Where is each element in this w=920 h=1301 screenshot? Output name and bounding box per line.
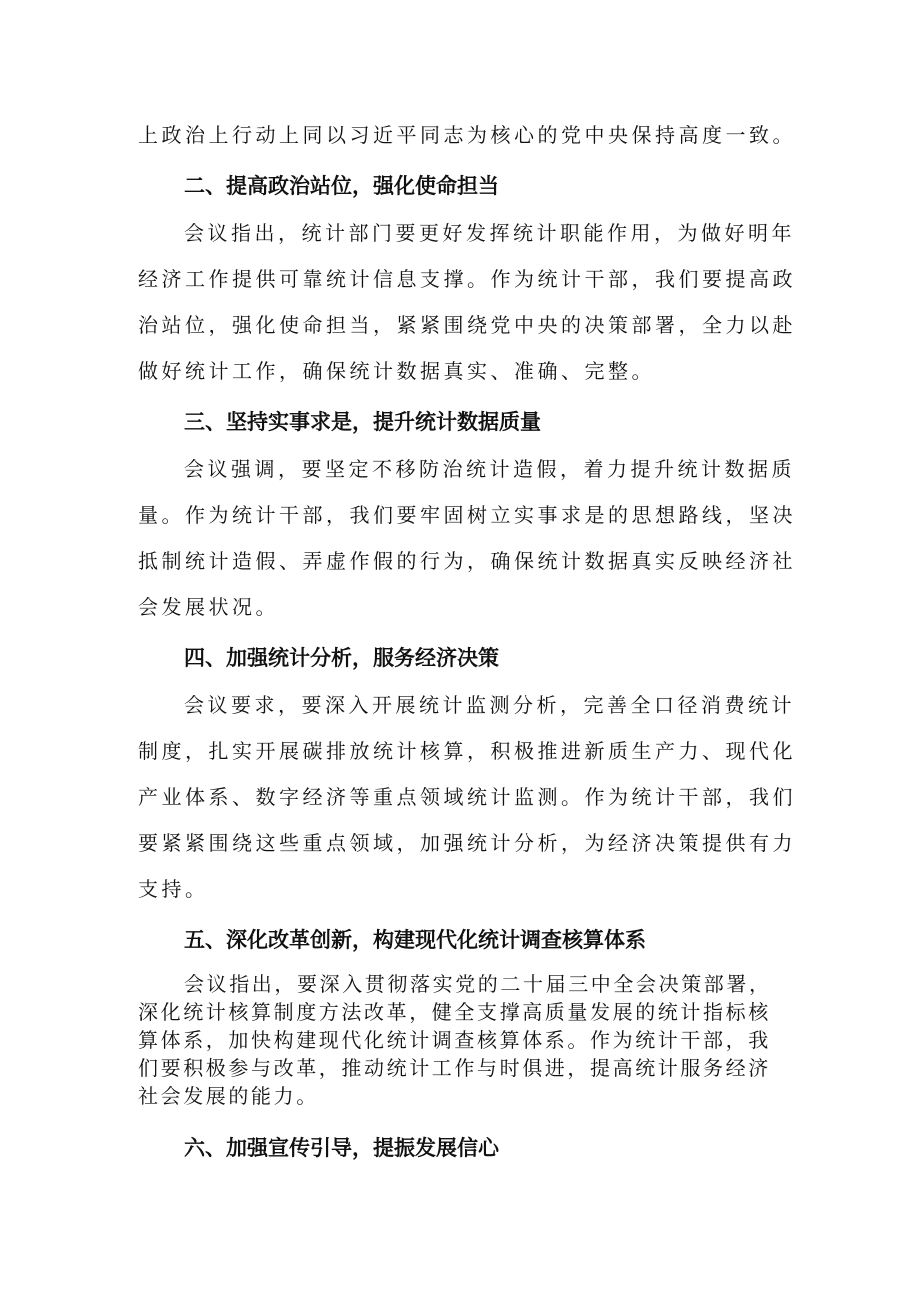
document-body <box>138 112 796 1172</box>
body-line: 产业体系、数字经济等重点领域统计监测。作为统计干部，我们 <box>138 785 796 809</box>
body-line: 制度，扎实开展碳排放统计核算，积极推进新质生产力、现代化 <box>138 739 796 763</box>
body-line: 抵制统计造假、弄虚作假的行为，确保统计数据真实反映经济社 <box>138 549 796 573</box>
section-heading-3: 三、坚持实事求是，提升统计数据质量 <box>184 410 541 434</box>
body-line: 会议指出，要深入贯彻落实党的二十届三中全会决策部署， <box>184 972 772 996</box>
body-line: 治站位，强化使命担当，紧紧围绕党中央的决策部署，全力以赴 <box>138 313 796 337</box>
section-heading-5: 五、深化改革创新，构建现代化统计调查核算体系 <box>184 928 646 952</box>
body-line: 上政治上行动上同以习近平同志为核心的党中央保持高度一致。 <box>138 123 796 147</box>
body-line: 支持。 <box>138 877 209 901</box>
body-line: 算体系，加快构建现代化统计调查核算体系。作为统计干部，我 <box>138 1028 771 1052</box>
body-line: 社会发展的能力。 <box>138 1084 319 1108</box>
body-line: 要紧紧围绕这些重点领域，加强统计分析，为经济决策提供有力 <box>138 831 796 855</box>
body-line: 经济工作提供可靠统计信息支撑。作为统计干部，我们要提高政 <box>138 267 796 291</box>
section-heading-4: 四、加强统计分析，服务经济决策 <box>184 646 499 670</box>
body-line: 会议指出，统计部门要更好发挥统计职能作用，为做好明年 <box>184 221 795 245</box>
body-line: 量。作为统计干部，我们要牢固树立实事求是的思想路线，坚决 <box>138 503 796 527</box>
body-line: 会议强调，要坚定不移防治统计造假，着力提升统计数据质 <box>184 457 795 481</box>
section-heading-2: 二、提高政治站位，强化使命担当 <box>184 174 499 198</box>
body-line: 做好统计工作，确保统计数据真实、准确、完整。 <box>138 359 655 383</box>
body-line: 会议要求，要深入开展统计监测分析，完善全口径消费统计 <box>184 693 795 717</box>
body-line: 们要积极参与改革，推动统计工作与时俱进，提高统计服务经济 <box>138 1056 771 1080</box>
section-heading-6: 六、加强宣传引导，提振发展信心 <box>184 1136 499 1160</box>
body-line: 会发展状况。 <box>138 595 279 619</box>
body-line: 深化统计核算制度方法改革，健全支撑高质量发展的统计指标核 <box>138 1000 771 1024</box>
